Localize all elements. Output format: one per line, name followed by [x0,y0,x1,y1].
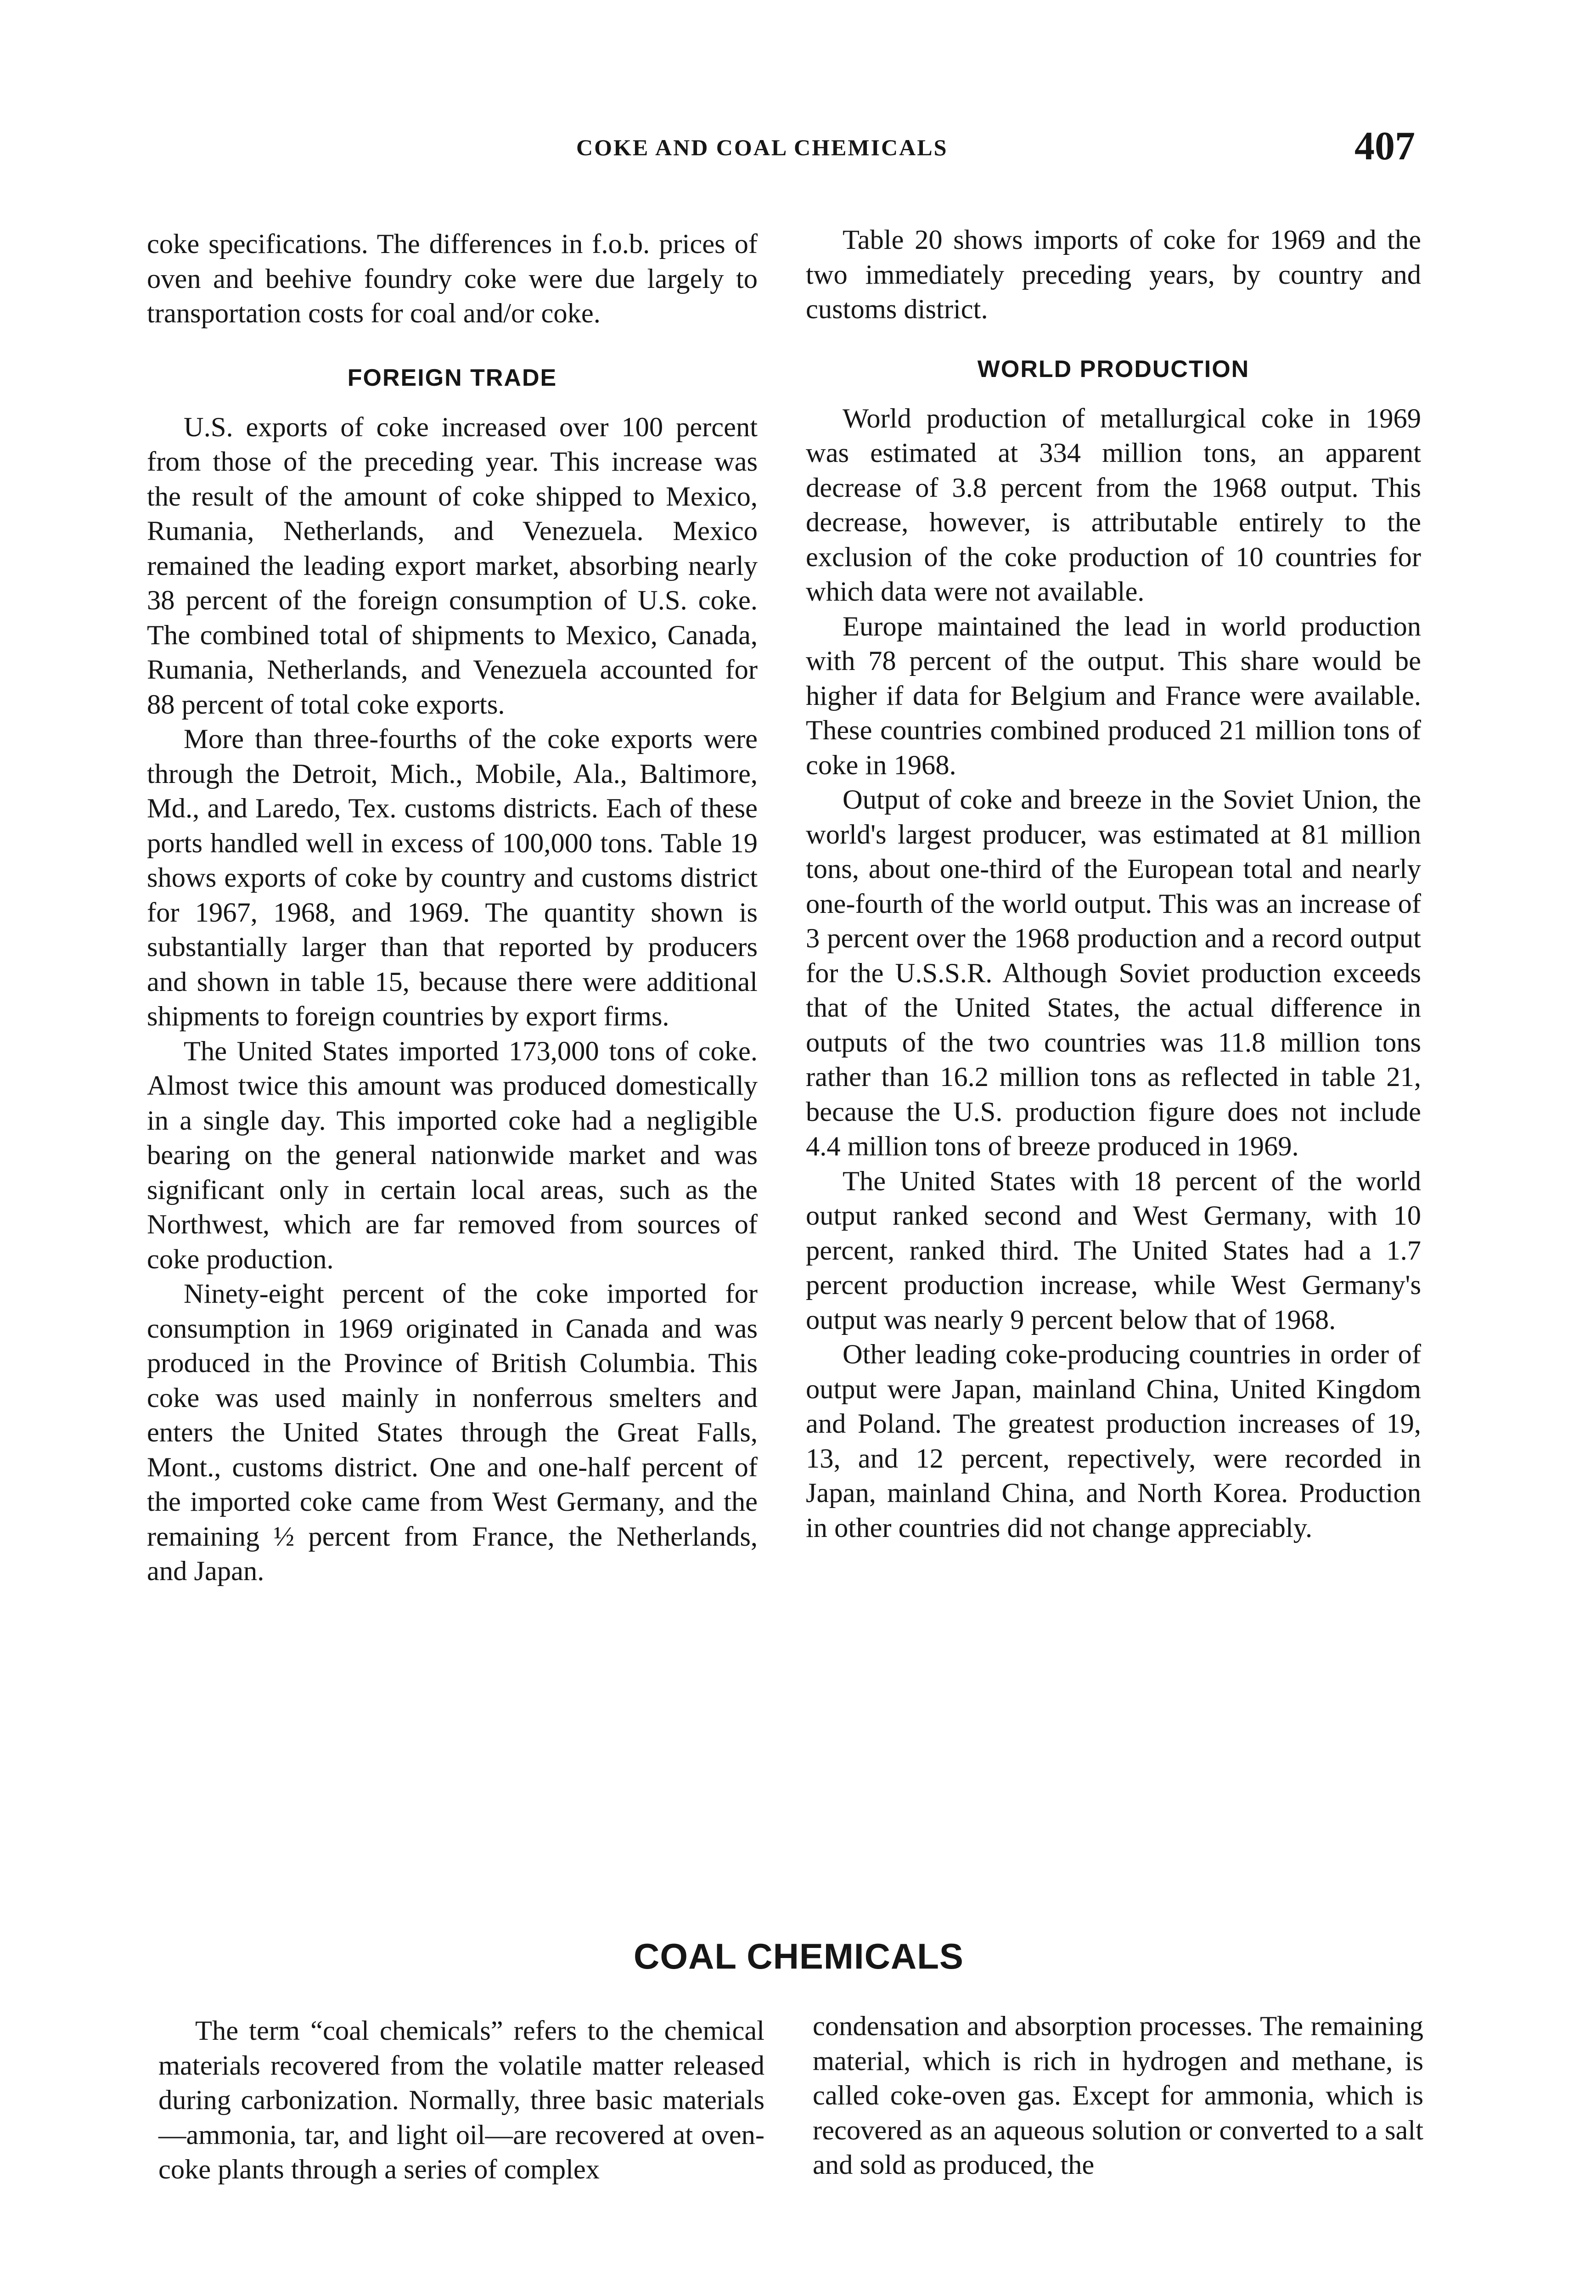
section-heading-foreign-trade: FOREIGN TRADE [347,364,557,391]
paragraph: Europe maintained the lead in world production with 78 percent of the output. This share would be higher if data for Belgium and France were available. These countries combined produced 21 million tons of coke in 1968. [806,611,1421,781]
paragraph: Other leading coke-producing countries in order of output were Japan, mainland China, United Kingdom and Poland. The greatest production increases of 19, 13, and 12 percent, repectively, were recorded in Japan, mainland China, and North Korea. Production in other countries did not change appreciably. [806,1339,1421,1543]
section-title-coal-chemicals: COAL CHEMICALS [634,1936,964,1976]
coal-chemicals-left-column [158,2014,764,2187]
left-column [147,227,758,1589]
running-head: COKE AND COAL CHEMICALS [576,135,948,160]
paragraph: World production of metallurgical coke in 1969 was estimated at 334 million tons, an apparent decrease of 3.8 percent from the 1968 output. This decrease, however, is attributable entirely to the exclusion of the coke production of 10 countries for which data were not available. [806,403,1421,607]
section-heading-world-production: WORLD PRODUCTION [977,355,1250,383]
right-column [806,223,1421,1545]
paragraph: The term “coal chemicals” refers to the chemical materials recovered from the volatile matter released during carbonization. Normally, three basic materials—ammonia, tar, and light oil—are recovered at oven-coke plants through a series of complex [158,2015,764,2185]
coal-chemicals-right-column [813,2009,1423,2183]
paragraph: coke specifications. The differences in f.o.b. prices of oven and beehive foundry coke were due largely to transportation costs for coal and/or coke. [147,229,758,329]
paragraph: The United States imported 173,000 tons of coke. Almost twice this amount was produced domestically in a single day. This imported coke had a negligible bearing on the general nationwide market and was significant only in certain local areas, such as the Northwest, which are far removed from sources of coke production. [147,1035,758,1275]
paragraph: condensation and absorption processes. The remaining material, which is rich in hydrogen and methane, is called coke-oven gas. Except for ammonia, which is recovered as an aqueous solution or converted to a salt and sold as produced, the [813,2011,1423,2180]
paragraph: The United States with 18 percent of the world output ranked second and West Germany, with 10 percent, ranked third. The United States had a 1.7 percent production increase, while West Germany's output was nearly 9 percent below that of 1968. [806,1165,1421,1335]
paragraph: Output of coke and breeze in the Soviet Union, the world's largest producer, was estimated at 81 million tons, about one-third of the European total and nearly one-fourth of the world output. This was an increase of 3 percent over the 1968 production and a record output for the U.S.S.R. Although Soviet production exceeds that of the United States, the actual difference in outputs of the two countries was 11.8 million tons rather than 16.2 million tons as reflected in table 21, because the U.S. production figure does not include 4.4 million tons of breeze produced in 1969. [806,784,1421,1162]
paragraph: Ninety-eight percent of the coke imported for consumption in 1969 originated in Canada and was produced in the Province of British Columbia. This coke was used mainly in nonferrous smelters and enters the United States through the Great Falls, Mont., customs district. One and one-half percent of the imported coke came from West Germany, and the remaining ½ percent from France, the Netherlands, and Japan. [147,1278,758,1587]
page-number: 407 [1354,124,1415,169]
paragraph: Table 20 shows imports of coke for 1969 and the two immediately preceding years, by country and customs district. [806,225,1421,325]
paragraph: U.S. exports of coke increased over 100 percent from those of the preceding year. This increase was the result of the amount of coke shipped to Mexico, Rumania, Netherlands, and Venezuela. Mexico remained the leading export market, absorbing nearly 38 percent of the foreign consumption of U.S. coke. The combined total of shipments to Mexico, Canada, Rumania, Netherlands, and Venezuela accounted for 88 percent of total coke exports. [147,411,758,720]
paragraph: More than three-fourths of the coke exports were through the Detroit, Mich., Mobile, Ala., Baltimore, Md., and Laredo, Tex. customs districts. Each of these ports handled well in excess of 100,000 tons. Table 19 shows exports of coke by country and customs district for 1967, 1968, and 1969. The quantity shown is substantially larger than that reported by producers and shown in table 15, because there were additional shipments to foreign countries by export firms. [147,724,758,1032]
